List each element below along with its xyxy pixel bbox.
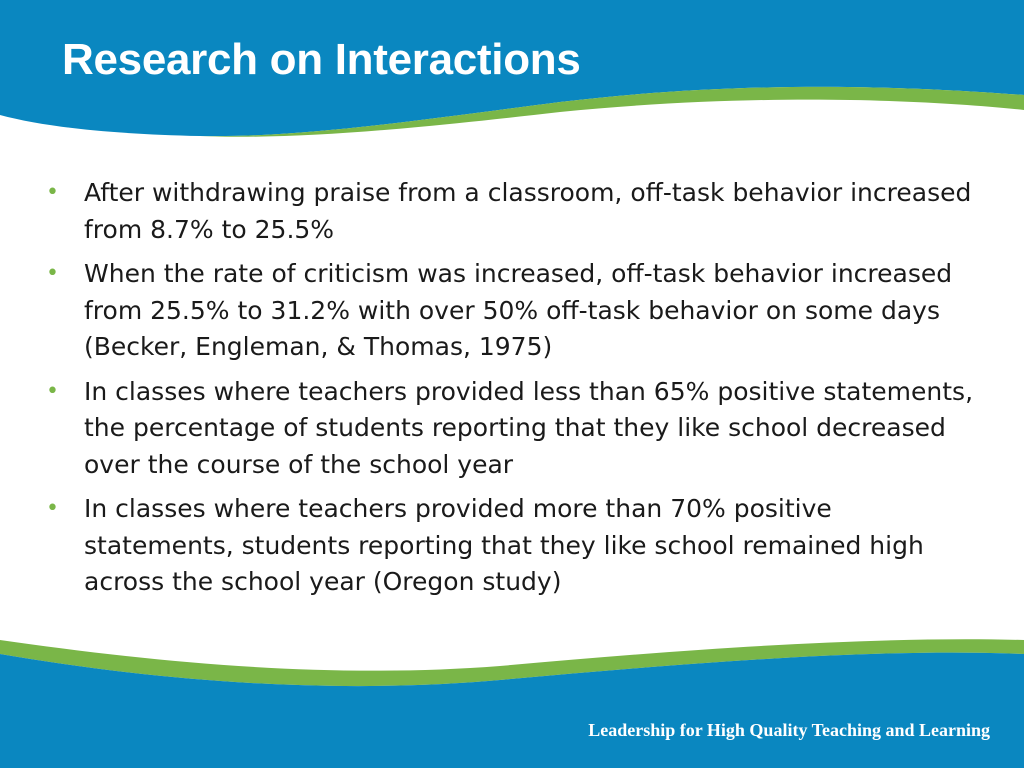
footer-band [0,628,1024,768]
bullet-dot-icon: • [46,180,59,205]
bullet-list [44,175,984,609]
bullet-dot-icon: • [46,496,59,521]
bullet-text: After withdrawing praise from a classroom, off-task behavior increased from 8.7% to 25.5% [84,178,972,244]
bullet-dot-icon: • [46,378,59,404]
bullet-text: When the rate of criticism was increased, off-task behavior increased from 25.5% to 31.2% with over 50% off-task behavior on some days (Becker, Engleman, & Thomas, 1975) [84,259,953,361]
bullet-item [44,491,984,601]
bullet-dot-icon: • [46,261,59,286]
slide-title: Research on Interactions [62,35,581,84]
bullet-text: In classes where teachers provided less than 65% positive statements, the percentage of students reporting that they like school decreased over the course of the school year [84,376,974,479]
footer-text: Leadership for High Quality Teaching and Learning [588,720,990,740]
bullet-item [44,175,984,248]
bullet-item [44,256,984,366]
bullet-item [44,374,984,484]
bullet-text: In classes where teachers provided more than 70% positive statements, students reporting that they like school remained high across the school year (Oregon study) [84,494,924,596]
